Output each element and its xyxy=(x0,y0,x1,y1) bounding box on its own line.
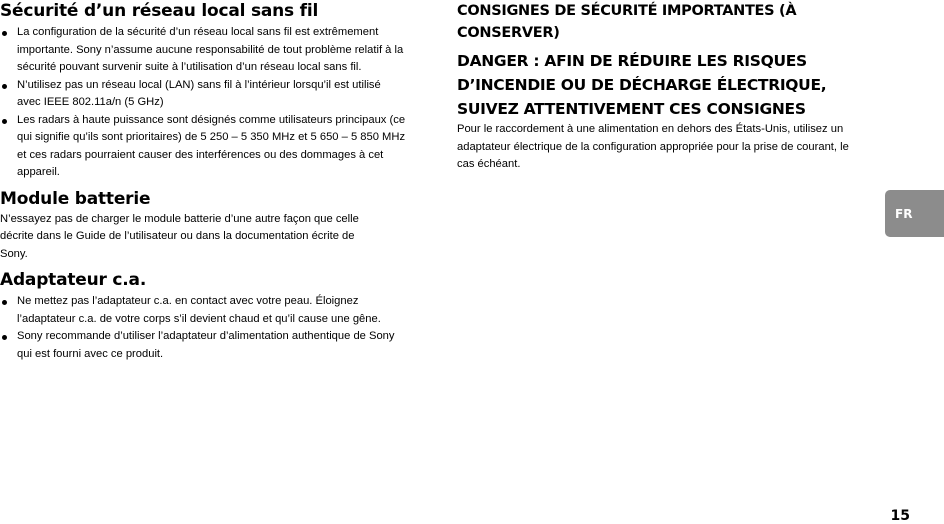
left-column xyxy=(0,0,410,363)
battery-title: Module batterie xyxy=(0,188,151,209)
danger-heading: DANGER : AFIN DE RÉDUIRE LES RISQUES D’INCENDIE OU DE DÉCHARGE ÉLECTRIQUE, SUIVEZ ATTENTIVEMENT CES CONSIGNES xyxy=(457,52,827,118)
important-instructions-heading: CONSIGNES DE SÉCURITÉ IMPORTANTES (À CONSERVER) xyxy=(457,3,797,41)
wireless-bullet-list xyxy=(0,24,410,182)
power-outlet-text: Pour le raccordement à une alimentation en dehors des États-Unis, utilisez un adaptateur électrique de la configuration appropriée pour la prise de courant, le cas échéant. xyxy=(457,123,849,170)
right-column xyxy=(457,0,857,174)
wireless-bullet-1: La configuration de la sécurité d’un réseau local sans fil est extrêmement importante. Sony n’assume aucune responsabilité de tout problème relatif à la sécurité pouvant survenir suite à l’utilisation d’un réseau local sans fil. xyxy=(0,24,410,77)
language-tab: FR xyxy=(885,190,944,237)
bullet-icon xyxy=(2,300,7,305)
bullet-icon xyxy=(2,119,7,124)
wireless-bullet-3: Les radars à haute puissance sont désignés comme utilisateurs principaux (ce qui signifie qu’ils sont prioritaires) de 5 250 – 5 350 MHz et 5 650 – 5 850 MHz et ces radars pourraient causer des interférences ou des dommages à cet appareil. xyxy=(0,112,410,182)
bullet-icon xyxy=(2,84,7,89)
bullet-icon xyxy=(2,31,7,36)
adapter-bullet-1: Ne mettez pas l’adaptateur c.a. en contact avec votre peau. Éloignez l’adaptateur c.a. de votre corps s’il devient chaud et qu’il cause une gêne. xyxy=(0,293,410,328)
page-number: 15 xyxy=(890,508,910,524)
battery-text: N’essayez pas de charger le module batterie d’une autre façon que celle décrite dans le Guide de l’utilisateur ou dans la documentation écrite de Sony. xyxy=(0,212,359,260)
wireless-security-title: Sécurité d’un réseau local sans fil xyxy=(0,1,319,21)
adapter-bullet-list xyxy=(0,293,410,363)
bullet-icon xyxy=(2,335,7,340)
wireless-bullet-2: N’utilisez pas un réseau local (LAN) sans fil à l’intérieur lorsqu’il est utilisé avec IEEE 802.11a/n (5 GHz) xyxy=(0,77,410,112)
adapter-bullet-2: Sony recommande d’utiliser l’adaptateur d’alimentation authentique de Sony qui est fourni avec ce produit. xyxy=(0,328,410,363)
adapter-title: Adaptateur c.a. xyxy=(0,270,147,290)
